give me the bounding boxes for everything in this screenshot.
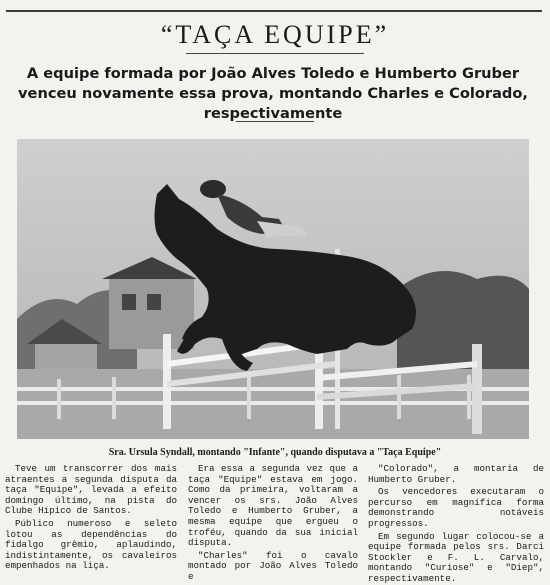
paragraph: Público numeroso e seleto lotou as dependências do fidalgo grêmio, aplaudindo, indistintamente, os cavaleiros empenhados na liça. [5,517,177,572]
text-column-2 [188,464,358,583]
trees-right [397,271,529,369]
paragraph: Era essa a segunda vez que a taça "Equipe" estava em jogo. Como da primeira, voltaram a vencer os srs. João Alves Toledo e Humberto Gruber, a mesma equipe que ergueu o troféu, quando da sua inicial disputa. [188,463,358,549]
top-rule [6,10,542,12]
article-title: “TAÇA EQUIPE” [160,20,390,49]
paragraph: Teve um transcorrer dos mais atraentes a segunda disputa da taça "Equipe", levada a efeito domingo último, na pista do Clube Hípico de Santos. [5,463,177,517]
paragraph: "Colorado", a montaria de Humberto Gruber. [368,463,544,485]
paragraph: Em segundo lugar colocou-se a equipe formada pelos srs. Darci Stockler e F. L. Carvalo, montando "Curiose" e "Diep", respectivamente. [368,530,544,584]
photo-caption: Sra. Ursula Syndall, montando "Infante", quando disputava a "Taça Equipe" [108,447,442,458]
text-column-3 [368,464,544,585]
title-underline [186,53,364,54]
paragraph: "Charles" foi o cavalo montado por João Alves Toledo e [188,549,358,582]
house-wall [109,279,194,349]
subtitle-underline [236,121,314,122]
paragraph: Os vencedores executaram o percurso em magnífica forma demonstrando notáveis progressos. [368,486,544,529]
text-column-1 [5,464,177,572]
article-photo [17,139,529,439]
show-jumping-photo [17,139,529,439]
article-subtitle: A equipe formada por João Alves Toledo e Humberto Gruber venceu novamente essa prova, montando Charles e Colorado, respectivamente [18,65,528,122]
